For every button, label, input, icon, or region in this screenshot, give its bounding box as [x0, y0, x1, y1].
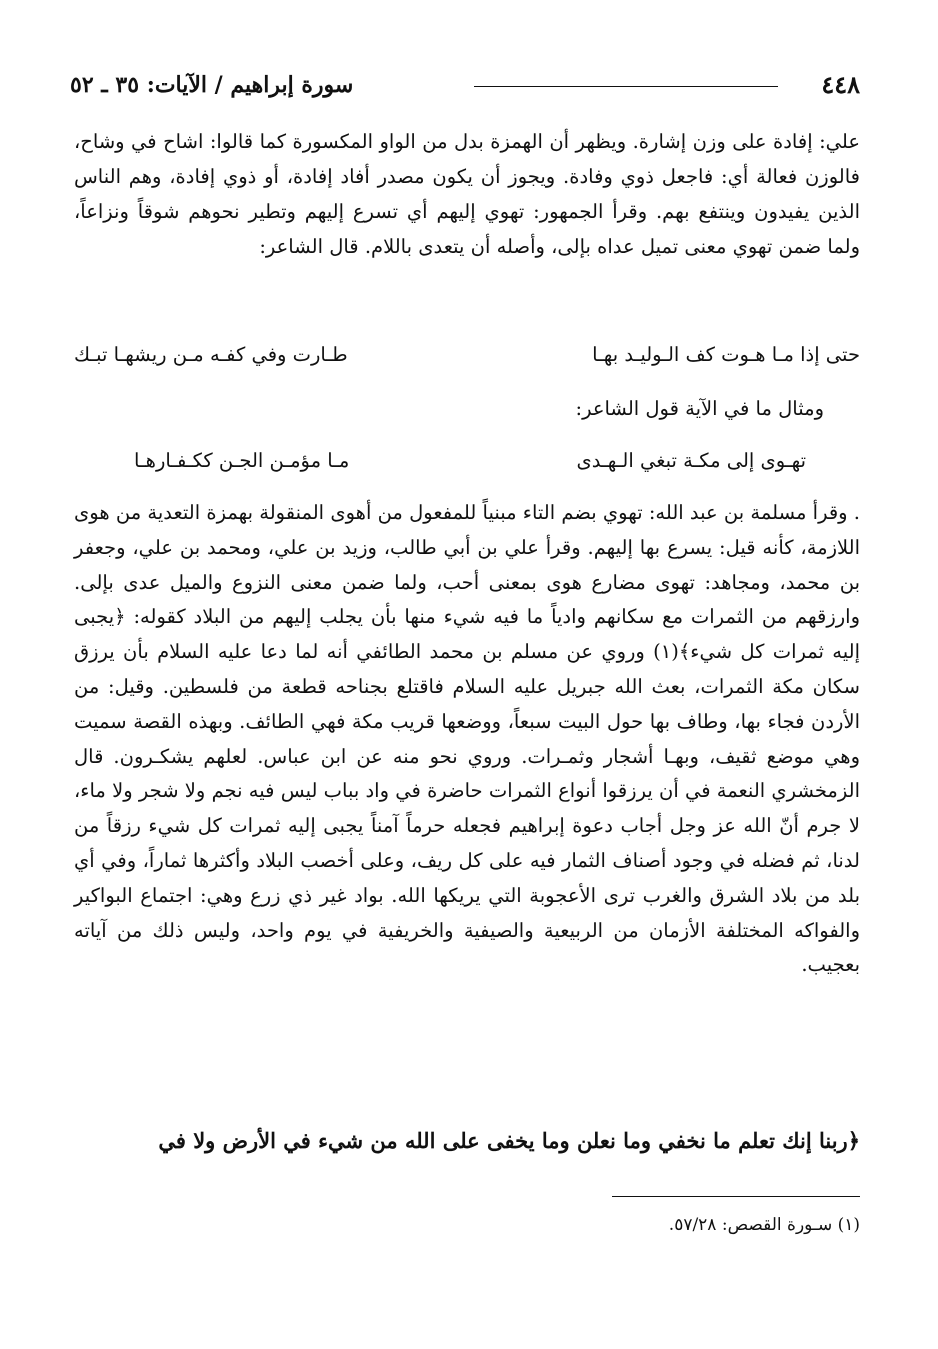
verse-2-second-hemistich: مـا مؤمـن الجـن ككـفـارهـا	[134, 449, 350, 472]
poetry-verse-2	[74, 446, 860, 476]
header-rule	[474, 86, 778, 87]
footnote: (١) سـورة القصص: ٥٧/٢٨.	[668, 1215, 860, 1235]
verse-1-second-hemistich: طـارت وفي كفـه مـن ريشهـا تبـك	[74, 343, 348, 366]
verse-1-first-hemistich: حتى إذا مـا هـوت كف الـوليـد بهـا	[592, 343, 860, 366]
verse-intro: ومثال ما في الآية قول الشاعر:	[575, 397, 824, 420]
paragraph-2: . وقرأ مسلمة بن عبد الله: تهوي بضم التاء مبنياً للمفعول من أهوى المنقولة بهمزة التعدية من هوى اللازمة، كأنه قيل: يسرع بها إليهم. وقرأ علي بن أبي طالب، وزيد بن علي، ومحمد بن علي، وجعفر بن محمد، ومجاهد: تهوى مضارع هوى بمعنى أحب، ولما ضمن معنى النزوع والميل عدى بإلى. وارزقهم من الثمرات مع سكانهم وادياً ما فيه شيء منها بأن يجلب إليهم من البلاد كقوله: ﴿يجبى إليه ثمرات كل شيء﴾(١) وروي عن مسلم بن محمد الطائفي أنه لما دعا عليه السلام بأن يرزق سكان مكة الثمرات، بعث الله جبريل عليه السلام فاقتلع بجناحه قطعة من فلسطين. وقيل: من الأردن فجاء بها، وطاف بها حول البيت سبعاً، ووضعها قريب مكة فهي الطائف. وبهذه القصة سميت وهي موضع ثقيف، وبهـا أشجار وثمـرات. وروي نحو منه عن ابن عباس. لعلهم يشكـرون. قال الزمخشري النعمة في أن يرزقوا أنواع الثمرات حاضرة في واد بباب ليس فيه نجم ولا شجر ولا ماء، لا جرم أنّ الله عز وجل أجاب دعوة إبراهيم فجعله حرماً آمناً يجبى إليه ثمرات كل شيء رزقاً من لدنا، ثم فضله في وجود أصناف الثمار فيه على كل ريف، وعلى أخصب البلاد وأكثرها ثماراً، وفي أي بلد من بلاد الشرق والغرب ترى الأعجوبة التي يريكها الله. بواد غير ذي زرع وهي: اجتماع البواكير والفواكه المختلفة الأزمان من الربيعية والصيفية والخريفية في يوم واحد، وليس ذلك من آياته بعجيب.	[74, 501, 860, 977]
page-header	[70, 66, 860, 110]
verse-2-first-hemistich: تهـوى إلى مكـة تبغي الـهـدى	[576, 449, 806, 472]
running-title: سورة إبراهيم / الآيات: ٣٥ ـ ٥٢	[70, 72, 354, 98]
quran-verse-line: ﴿ربنا إنك تعلم ما نخفي وما نعلن وما يخفى على الله من شيء في الأرض ولا في	[158, 1128, 860, 1153]
paragraph-1: علي: إفادة على وزن إشارة. ويظهر أن الهمزة بدل من الواو المكسورة كما قالوا: اشاح في وشاح، فالوزن فعالة أي: فاجعل ذوي وفادة. ويجوز أن يكون مصدر أفاد إفادة، أو ذوي إفادة، وهم الناس الذين يفيدون وينتفع بهم. وقرأ الجمهور: تهوي إليهم أي تسرع إليهم وتطير نحوهم شوقاً ونزاعاً، ولما ضمن تهوي معنى تميل عداه بإلى، وأصله أن يتعدى باللام. قال الشاعر:	[74, 130, 860, 258]
footnote-rule	[612, 1196, 860, 1197]
poetry-verse-1	[74, 340, 860, 370]
page-number: ٤٤٨	[821, 70, 860, 99]
